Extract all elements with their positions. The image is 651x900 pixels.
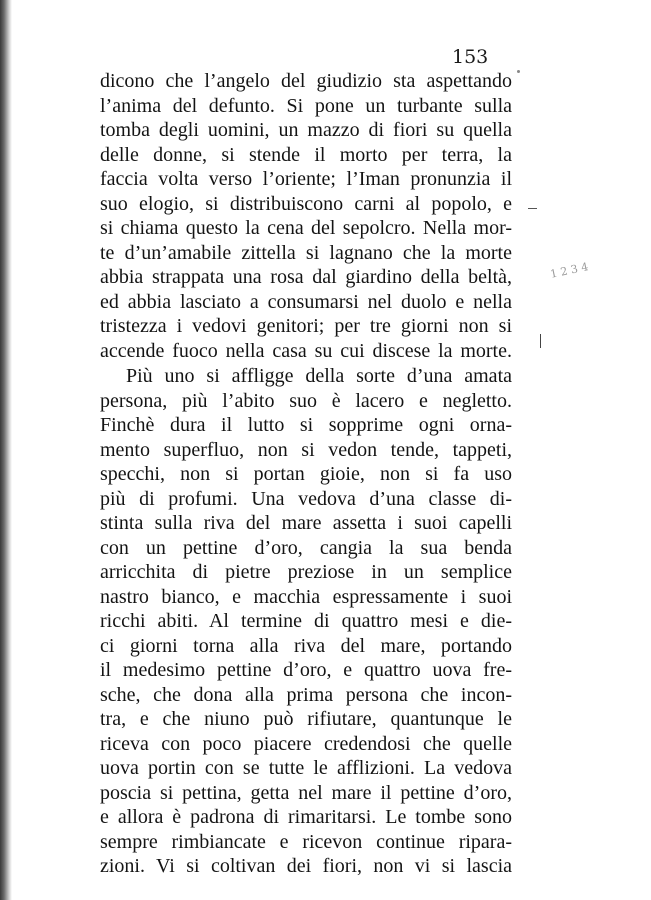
text-line: riceva con poco piacere credendosi che quelle — [100, 732, 512, 755]
paragraph-1 — [100, 69, 512, 363]
page-number: 153 — [452, 46, 489, 68]
text-line: più di profumi. Una vedova d’una classe di- — [100, 487, 512, 510]
text-line: tristezza i vedovi genitori; per tre giorni non si — [100, 315, 512, 337]
margin-pencil-note: 1 2 3 4 — [549, 260, 590, 281]
text-line: faccia volta verso l’oriente; l’Iman pronunzia il — [100, 168, 512, 190]
margin-dash-mark — [528, 208, 537, 209]
body-text — [100, 69, 512, 879]
text-line: persona, più l’abito suo è lacero e negletto. — [100, 389, 512, 412]
text-line: te d’un’amabile zittella si lagnano che la morte — [100, 241, 512, 264]
text-line: ci giorni torna alla riva del mare, portando — [100, 634, 512, 657]
text-line: il medesimo pettine d’oro, e quattro uova fre- — [100, 659, 512, 681]
text-line: mento superfluo, non si vedon tende, tappeti, — [100, 438, 512, 461]
text-line: tomba degli uomini, un mazzo di fiori su quella — [100, 119, 512, 141]
text-line: Finchè dura il lutto si sopprime ogni orna- — [100, 414, 512, 436]
text-line: stinta sulla riva del mare assetta i suoi capelli — [100, 512, 512, 534]
margin-bar-mark — [540, 334, 541, 348]
text-line: nastro bianco, e macchia espressamente i suoi — [100, 585, 512, 608]
text-line: suo elogio, si distribuiscono carni al popolo, e — [100, 192, 512, 215]
scan-binding-edge — [0, 0, 12, 900]
text-line: uova portin con se tutte le afflizioni. La vedova — [100, 757, 512, 779]
text-line: ed abbia lasciato a consumarsi nel duolo e nella — [100, 290, 512, 313]
text-line: delle donne, si stende il morto per terra, la — [100, 143, 512, 166]
paragraph-2 — [100, 364, 512, 879]
text-line: abbia strappata una rosa dal giardino della beltà, — [100, 266, 512, 288]
text-line: si chiama questo la cena del sepolcro. Nella mor- — [100, 217, 512, 239]
text-line: sempre rimbiancate e ricevon continue ripara- — [100, 830, 512, 853]
text-line: l’anima del defunto. Si pone un turbante sulla — [100, 94, 512, 117]
text-line: Più uno si affligge della sorte d’una amata — [126, 365, 512, 387]
text-line: specchi, non si portan gioie, non si fa uso — [100, 463, 512, 485]
text-line: zioni. Vi si coltivan dei fiori, non vi si lascia — [100, 855, 512, 877]
text-line: poscia si pettina, getta nel mare il pettine d’oro, — [100, 781, 512, 804]
text-line: con un pettine d’oro, cangia la sua benda — [100, 536, 512, 559]
text-line: arricchita di pietre preziose in un semplice — [100, 561, 512, 583]
text-line: tra, e che niuno può rifiutare, quantunque le — [100, 708, 512, 730]
text-line: dicono che l’angelo del giudizio sta aspettando — [100, 70, 512, 92]
text-line: accende fuoco nella casa su cui discese la morte. — [100, 339, 512, 362]
text-line: ricchi abiti. Al termine di quattro mesi e die- — [100, 610, 512, 632]
text-line: e allora è padrona di rimaritarsi. Le tombe sono — [100, 806, 512, 828]
text-line: sche, che dona alla prima persona che incon- — [100, 683, 512, 706]
ink-speck — [517, 70, 520, 73]
